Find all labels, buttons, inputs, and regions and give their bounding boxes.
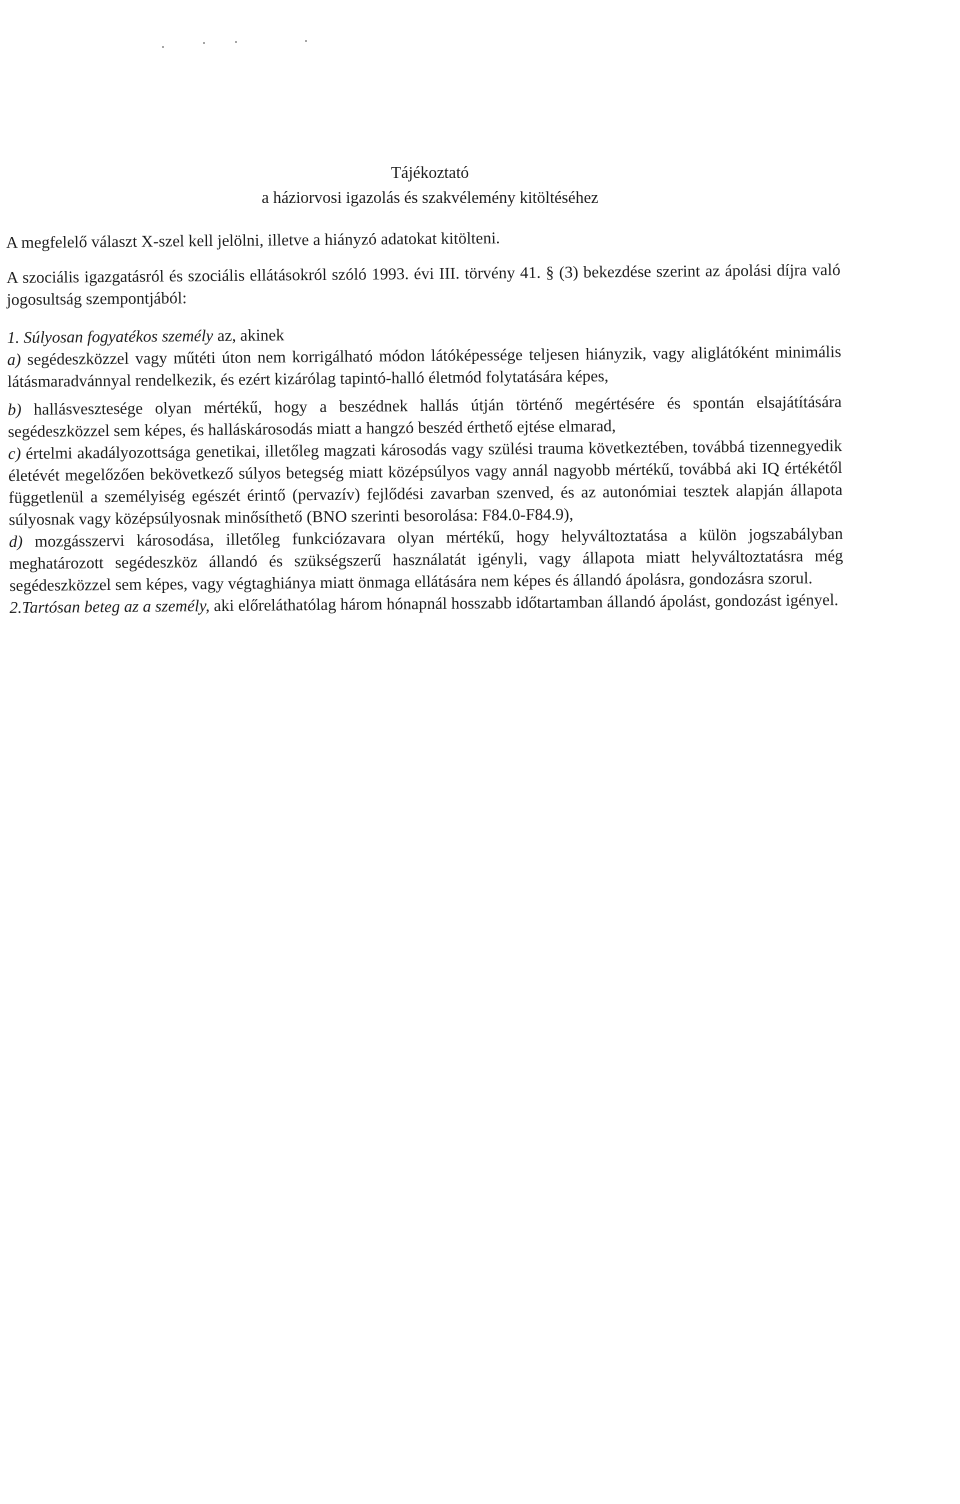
law-reference-paragraph: A szociális igazgatásról és szociális ellátásokról szóló 1993. évi III. törvény 41. § (3) bekezdése szerint az ápolási díjra való jogosultság szempontjából: [6,259,841,309]
item-d-text: mozgásszervi károsodása, illetőleg funkciózavara olyan mértékű, hogy helyváltoztatása a külön jogszabályban meghatározott segédeszköz állandó és szükségszerű használatát igényli, vagy állapota miatt helyváltoztatásra még segédeszközzel sem képes, vagy végtaghiánya miatt önmaga ellátására nem képes és állandó ápolásra, gondozásra szorul. [9,523,844,595]
item-a-text: segédeszközzel vagy műtéti úton nem korrigálható módon látóképessége teljesen hiányzik, vagy aliglátóként minimális látásmaradvánnyal rendelkezik, és ezért kizárólag tapintó-halló életmód folytatására képes, [7,341,842,391]
item-c-label: c) [8,443,22,463]
section-2-number: 2. [9,597,23,617]
title-line-2: a háziorvosi igazolás és szakvélemény kitöltéséhez [261,188,599,207]
item-d-paragraph [9,523,844,597]
item-c-paragraph [8,435,843,531]
scan-speck [162,46,164,48]
list-item [8,435,843,531]
document-title [0,160,860,210]
item-b-label: b) [7,399,22,419]
section-1-term: Súlyosan fogyatékos személy [23,326,214,347]
section-1-text: az, akinek [217,325,285,345]
scan-speck [203,42,205,44]
title-line-1: Tájékoztató [391,163,469,182]
scan-speck [305,40,307,42]
section-1-number: 1. [6,327,20,347]
scan-speck [235,41,237,43]
instruction-paragraph: A megfelelő választ X-szel kell jelölni, illetve a hiányzó adatokat kitölteni. [6,228,501,252]
document-body [6,224,844,619]
item-b-text: hallásvesztesége olyan mértékű, hogy a beszédnek hallás útján történő megértésére és spontán elsajátítására segédeszközzel sem képes, és halláskárosodás miatt a hangzó beszéd érthető ejtése elmarad, [7,391,842,441]
list-item [9,523,844,597]
section-2-term: Tartósan beteg az a személy, [21,596,210,617]
item-a-paragraph [7,341,841,393]
section-2-text: aki előreláthatólag három hónapnál hosszabb időtartamban állandó ápolást, gondozást igényel. [213,590,839,616]
list-item [7,341,841,393]
item-c-text: értelmi akadályozottsága genetikai, illetőleg magzati károsodás vagy szülési trauma következtében, továbbá tizennegyedik életévét megelőzően bekövetkező súlyos betegség miatt középsúlyos vagy annál nagyobb mértékű, továbbá aki IQ értékétől függetlenül a személyiség egészét érintő (pervazív) fejlődési zavarban szenved, és az autonómiai tesztek alapján állapota súlyosnak vagy középsúlyosnak minősíthető (BNO szerinti besorolása: F84.0-F84.9), [8,435,843,529]
item-a-label: a) [7,349,22,369]
item-d-label: d) [8,531,23,551]
